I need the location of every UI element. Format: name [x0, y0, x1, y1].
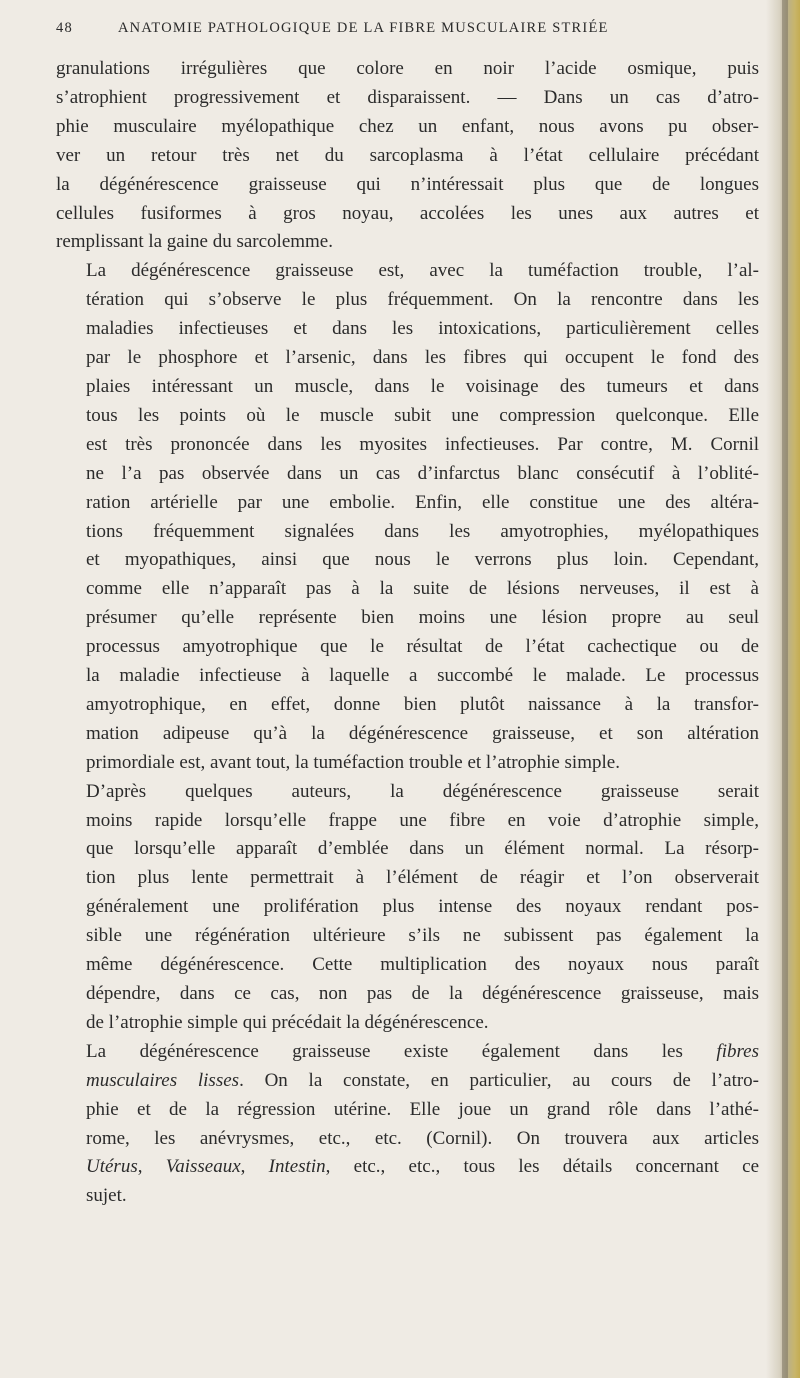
text-line: cellules fusiformes à gros noyau, accolées les unes aux autres et [56, 202, 759, 224]
italic-term: musculaires lisses [86, 1069, 240, 1091]
running-title: ANATOMIE PATHOLOGIQUE DE LA FIBRE MUSCULAIRE STRIÉE [118, 20, 609, 36]
text-run: , etc., etc., tous les détails concernant ce [325, 1156, 760, 1178]
text-line: s’atrophient progressivement et disparaissent. — Dans un cas d’atro- [56, 86, 759, 108]
italic-term: Vaisseaux [165, 1156, 241, 1178]
text-line: tions fréquemment signalées dans les amyotrophies, myélopathiques [86, 520, 759, 542]
text-line: ration artérielle par une embolie. Enfin, elle constitue une des altéra- [86, 491, 759, 513]
page-body [56, 55, 759, 1211]
text-line: granulations irrégulières que colore en noir l’acide osmique, puis [56, 58, 759, 79]
text-line [56, 1067, 759, 1096]
text-line: primordiale est, avant tout, la tuméfaction trouble et l’atrophie simple. [86, 751, 620, 773]
italic-term: Intestin [268, 1156, 326, 1178]
text-run: La dégénérescence graisseuse existe également dans les [86, 1040, 717, 1062]
text-line: la dégénérescence graisseuse qui n’intéressait plus que de longues [56, 173, 759, 195]
text-line: la maladie infectieuse à laquelle a succombé le malade. Le processus [86, 665, 759, 687]
text-line: par le phosphore et l’arsenic, dans les fibres qui occupent le fond des [86, 347, 759, 369]
paragraph [56, 778, 759, 1038]
text-line: moins rapide lorsqu’elle frappe une fibre en voie d’atrophie simple, [86, 809, 759, 831]
text-run: , [137, 1156, 166, 1178]
italic-term: Utérus [86, 1156, 138, 1178]
text-line: tous les points où le muscle subit une compression quelconque. Elle [86, 404, 759, 426]
text-line: plaies intéressant un muscle, dans le voisinage des tumeurs et dans [86, 375, 759, 397]
text-line: et myopathiques, ainsi que nous le verrons plus loin. Cependant, [86, 549, 759, 571]
text-line: tion plus lente permettrait à l’élément de réagir et l’on observerait [86, 867, 759, 889]
text-line: processus amyotrophique que le résultat de l’état cachectique ou de [86, 636, 759, 658]
text-line: rome, les anévrysmes, etc., etc. (Cornil). On trouvera aux articles [86, 1127, 759, 1149]
text-line: est très prononcée dans les myosites infectieuses. Par contre, M. Cornil [86, 433, 759, 455]
running-header [56, 20, 756, 46]
text-line: tération qui s’observe le plus fréquemment. On la rencontre dans les [86, 289, 759, 311]
text-line: dépendre, dans ce cas, non pas de la dégénérescence graisseuse, mais [86, 983, 759, 1004]
text-line: comme elle n’apparaît pas à la suite de lésions nerveuses, il est à [86, 578, 759, 600]
page-number: 48 [56, 20, 73, 36]
text-line: remplissant la gaine du sarcolemme. [56, 231, 333, 253]
text-line: généralement une prolifération plus intense des noyaux rendant pos- [86, 896, 759, 918]
text-line: de l’atrophie simple qui précédait la dégénérescence. [86, 1011, 489, 1033]
paragraph [56, 55, 759, 257]
text-line: D’après quelques auteurs, la dégénérescence graisseuse serait [86, 780, 759, 802]
text-line [56, 1038, 759, 1067]
paragraph [56, 257, 759, 777]
page-edge-line [782, 0, 788, 1378]
text-run: . On la constate, en particulier, au cours de l’atro- [239, 1069, 760, 1091]
italic-term: fibres [716, 1040, 759, 1062]
text-line: amyotrophique, en effet, donne bien plutôt naissance à la transfor- [86, 693, 759, 715]
text-line: que lorsqu’elle apparaît d’emblée dans un élément normal. La résorp- [86, 838, 759, 860]
text-line: phie musculaire myélopathique chez un enfant, nous avons pu obser- [56, 115, 759, 137]
text-line: ver un retour très net du sarcoplasma à l’état cellulaire précédant [56, 144, 759, 166]
text-line: La dégénérescence graisseuse est, avec la tuméfaction trouble, l’al- [86, 260, 759, 282]
text-line: maladies infectieuses et dans les intoxications, particulièrement celles [86, 318, 759, 340]
text-line: sujet. [86, 1185, 127, 1207]
paragraphs [56, 55, 759, 1038]
text-line [56, 1153, 759, 1182]
text-line: mation adipeuse qu’à la dégénérescence graisseuse, et son altération [86, 722, 759, 744]
text-line: présumer qu’elle représente bien moins une lésion propre au seul [86, 607, 759, 629]
text-line: sible une régénération ultérieure s’ils ne subissent pas également la [86, 925, 759, 947]
text-line: phie et de la régression utérine. Elle joue un grand rôle dans l’athé- [86, 1098, 759, 1120]
text-run: , [240, 1156, 269, 1178]
text-line: ne l’a pas observée dans un cas d’infarctus blanc consécutif à l’oblité- [86, 462, 759, 484]
text-line: même dégénérescence. Cette multiplication des noyaux nous paraît [86, 954, 759, 976]
paragraph-last [56, 1038, 759, 1211]
